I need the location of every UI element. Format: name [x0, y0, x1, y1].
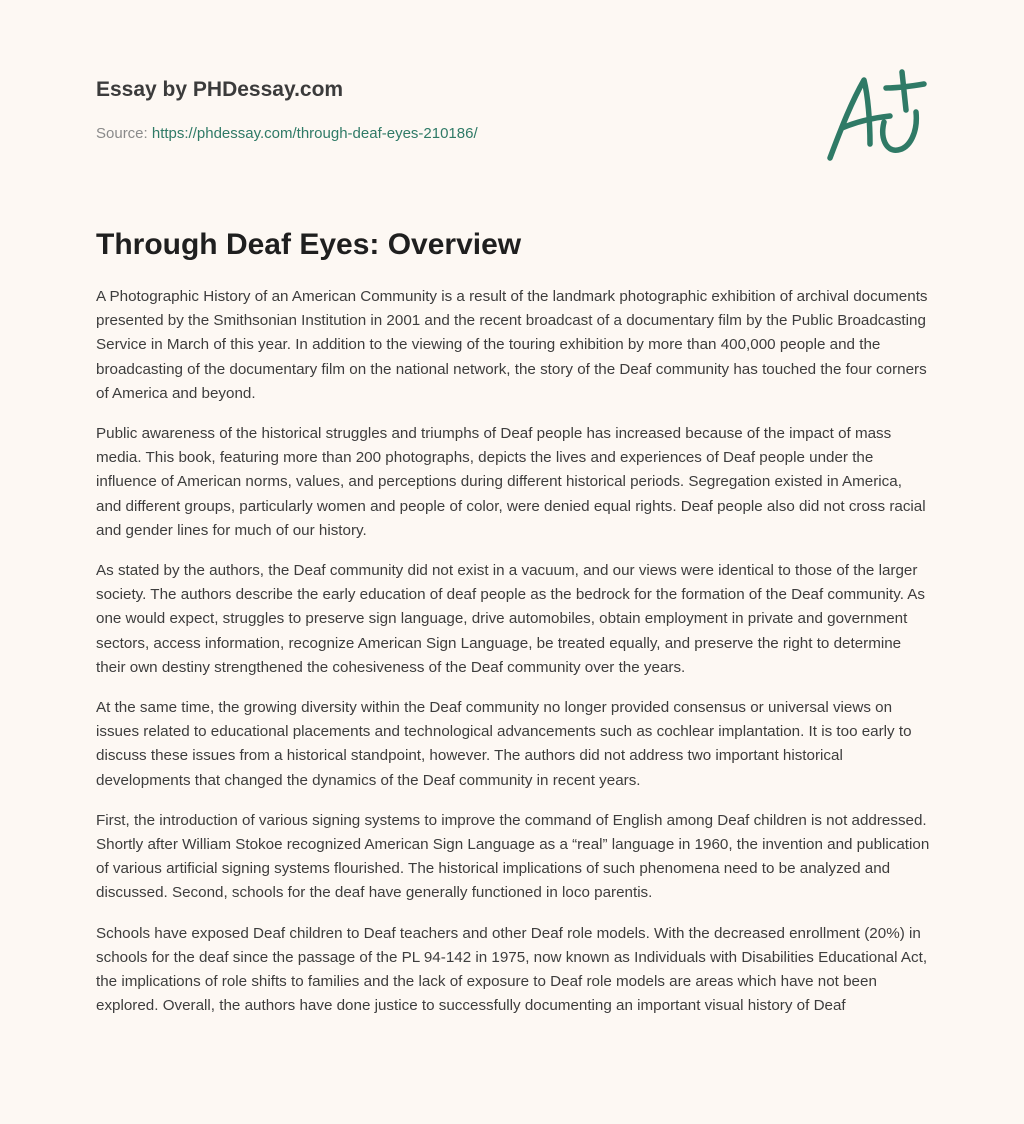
paragraph: At the same time, the growing diversity within the Deaf community no longer provided consensus or universal views on issues related to educational placements and technological advancements such as cochlear implantation. It is too early to discuss these issues from a historical standpoint, however. The authors did not address two important historical developments that changed the dynamics of the Deaf community in recent years.: [96, 699, 912, 789]
paragraph: A Photographic History of an American Community is a result of the landmark photographic exhibition of archival documents presented by the Smithsonian Institution in 2001 and the recent broadcast of a documentary film by the Public Broadcasting Service in March of this year. In addition to the viewing of the touring exhibition by more than 400,000 people and the broadcasting of the documentary film on the national network, the story of the Deaf community has touched the four corners of America and beyond.: [96, 288, 928, 402]
source-link[interactable]: https://phdessay.com/through-deaf-eyes-210186/: [151, 125, 478, 142]
page-title: Through Deaf Eyes: Overview: [96, 228, 522, 261]
paragraph: First, the introduction of various signing systems to improve the command of English among Deaf children is not addressed. Shortly after William Stokoe recognized American Sign Language as a “real” language in 1960, the invention and publication of various artificial signing systems flourished. The historical implications of such phenomena need to be analyzed and discussed. Second, schools for the deaf have generally functioned in loco parentis.: [96, 811, 930, 902]
site-title: Essay by PHDessay.com: [96, 78, 344, 101]
header: [96, 76, 796, 144]
source-line: [96, 124, 796, 144]
a-plus-logo-icon: [820, 66, 930, 166]
paragraph: Schools have exposed Deaf children to Deaf teachers and other Deaf role models. With the decreased enrollment (20%) in schools for the deaf since the passage of the PL 94-142 in 1975, now known as Individuals with Disabilities Educational Act, the implications of role shifts to families and the lack of exposure to Deaf role models are areas which have not been explored. Overall, the authors have done justice to successfully documenting an important visual history of Deaf: [96, 924, 928, 1015]
source-label: Source:: [96, 125, 148, 142]
essay-body: [96, 285, 930, 1034]
paragraph: As stated by the authors, the Deaf community did not exist in a vacuum, and our views were identical to those of the larger society. The authors describe the early education of deaf people as the bedrock for the formation of the Deaf community. As one would expect, struggles to preserve sign language, drive automobiles, obtain employment in private and government sectors, access information, recognize American Sign Language, be treated equally, and preserve the right to determine their own destiny strengthened the cohesiveness of the Deaf community over the years.: [96, 562, 926, 676]
paragraph: Public awareness of the historical struggles and triumphs of Deaf people has increased because of the impact of mass media. This book, featuring more than 200 photographs, depicts the lives and experiences of Deaf people under the influence of American norms, values, and perceptions during different historical periods. Segregation existed in America, and different groups, particularly women and people of color, were denied equal rights. Deaf people also did not cross racial and gender lines for much of our history.: [96, 425, 926, 539]
